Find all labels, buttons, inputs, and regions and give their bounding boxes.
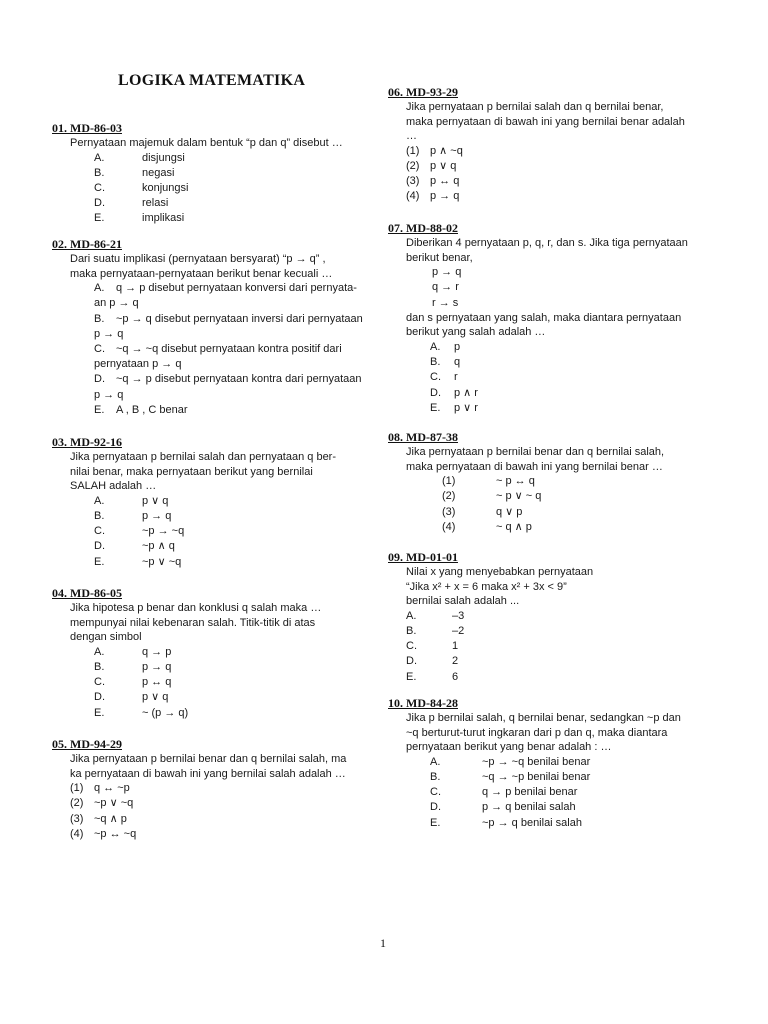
option: (4) ~p ↔ ~q [70,827,137,840]
option: A. p ∨ q [94,494,169,507]
option: B. ~p → q disebut pernyataan inversi dari pernyataan p → q [94,312,363,340]
option: D. p → q benilai salah [430,801,576,814]
question-10 [388,696,718,831]
question-text-line: Jika pernyataan p bernilai salah dan q bernilai benar, [406,101,664,113]
question-heading: 10. MD-84-28 [388,696,458,710]
option: (2) p ∨ q [406,159,457,172]
question-text-line: berikut benar, [406,251,473,264]
option: C. r [430,371,458,384]
option: D. relasi [94,197,169,210]
option: B. p → q [94,509,172,522]
option: E. p ∨ r [430,401,478,414]
option: (1) ~ p ↔ q [442,475,535,488]
question-text-line: Jika pernyataan p bernilai benar dan q bernilai salah, [406,446,665,458]
question-text-line: maka pernyataan di bawah ini yang bernilai benar adalah [406,115,685,128]
question-heading: 05. MD-94-29 [52,737,122,751]
question-text-line: mempunyai nilai kebenaran salah. Titik-titik di atas [70,616,316,629]
option: B. p → q [94,660,172,673]
question-text-line: “Jika x² + x = 6 maka x² + 3x < 9” [406,580,567,593]
option: C. p ↔ q [94,676,172,689]
question-heading: 01. MD-86-03 [52,121,122,135]
question-text-line: … [406,130,417,143]
question-text-line: dan s pernyataan yang salah, maka diantara pernyataan [406,311,682,324]
question-text-line: nilai benar, maka pernyataan berikut yang bernilai [70,465,313,478]
option: A. –3 [406,609,465,622]
question-text-line: pernyataan berikut yang benar adalah : … [406,741,612,754]
premise: q → r [432,281,459,294]
question-heading: 08. MD-87-38 [388,430,458,444]
option: (2) ~ p ∨ ~ q [442,490,542,503]
option: B. negasi [94,166,175,179]
page-number: 1 [380,936,386,950]
option: (3) p ↔ q [406,175,460,188]
question-heading: 03. MD-92-16 [52,435,122,449]
option: E. ~ (p → q) [94,706,189,719]
question-text-line: SALAH adalah … [70,480,157,493]
option: E. A , B , C benar [94,403,188,416]
option: B. q [430,356,461,369]
option: C. q → p benilai benar [430,786,578,799]
option: (3) q ∨ p [442,505,523,518]
option: A. p [430,340,461,353]
question-06 [388,85,718,205]
option: C. konjungsi [94,181,189,194]
question-text-line: Jika hipotesa p benar dan konklusi q salah maka … [70,602,322,614]
question-01 [52,121,368,227]
option: (3) ~q ∧ p [70,812,127,825]
question-text-line: Dari suatu implikasi (pernyataan bersyarat) “p → q” , [70,253,326,265]
question-heading: 06. MD-93-29 [388,85,458,99]
premise: r → s [432,296,459,309]
option: D. ~p ∧ q [94,540,175,553]
question-text: Pernyataan majemuk dalam bentuk “p dan q” disebut … [70,137,343,149]
option: (1) p ∧ ~q [406,144,463,157]
question-text-line: Nilai x yang menyebabkan pernyataan [406,566,594,578]
question-heading: 09. MD-01-01 [388,550,458,564]
option: E. 6 [406,670,459,683]
page-title: LOGIKA MATEMATIKA [118,72,306,89]
question-text-line: maka pernyataan di bawah ini yang bernilai benar … [406,460,663,473]
option: D. p ∨ q [94,691,169,704]
option: A. ~p → ~q benilai benar [430,755,591,768]
question-text-line: bernilai salah adalah ... [406,595,520,608]
question-text-line: Jika p bernilai salah, q bernilai benar, sedangkan ~p dan [406,712,681,724]
question-text-line: berikut yang salah adalah … [406,326,546,339]
option: C. ~q → ~q disebut pernyataan kontra positif dari pernyataan p → q [94,343,342,371]
question-05 [52,737,368,842]
option: D. 2 [406,655,459,668]
question-09 [388,550,718,685]
option: B. –2 [406,624,465,637]
question-heading: 02. MD-86-21 [52,237,122,251]
question-text-line: dengan simbol [70,631,142,644]
option: E. ~p ∨ ~q [94,555,182,568]
question-text-line: ~q berturut-turut ingkaran dari p dan q, maka diantara [406,726,668,739]
option: A. q → p [94,645,172,658]
option: (4) p → q [406,190,460,203]
question-text-line: ka pernyataan di bawah ini yang bernilai salah adalah … [70,767,346,780]
question-text-line: Jika pernyataan p bernilai benar dan q bernilai salah, ma [70,753,347,765]
question-text-line: maka pernyataan-pernyataan berikut benar kecuali … [70,267,333,280]
option: E. ~p → q benilai salah [430,816,582,829]
option: (2) ~p ∨ ~q [70,797,134,810]
question-text-line: Jika pernyataan p bernilai salah dan pernyataan q ber- [70,451,337,463]
question-04 [52,586,368,721]
option: A. disjungsi [94,151,185,164]
question-03 [52,435,368,570]
question-heading: 07. MD-88-02 [388,221,458,235]
option: C. 1 [406,640,459,653]
option: D. p ∧ r [430,386,478,399]
option: E. implikasi [94,212,185,225]
question-text-line: Diberikan 4 pernyataan p, q, r, dan s. Jika tiga pernyataan [406,237,688,249]
premise: p → q [432,266,462,279]
question-heading: 04. MD-86-05 [52,586,122,600]
question-07 [388,221,718,416]
question-08 [388,430,718,535]
option: D. ~q → p disebut pernyataan kontra dari pernyataan p → q [94,373,362,401]
question-02 [52,237,368,418]
option: C. ~p → ~q [94,525,185,538]
option: (4) ~ q ∧ p [442,520,532,533]
option: A. q → p disebut pernyataan konversi dari pernyata-an p → q [94,282,357,310]
option: B. ~q → ~p benilai benar [430,770,591,783]
option: (1) q ↔ ~p [70,782,130,795]
